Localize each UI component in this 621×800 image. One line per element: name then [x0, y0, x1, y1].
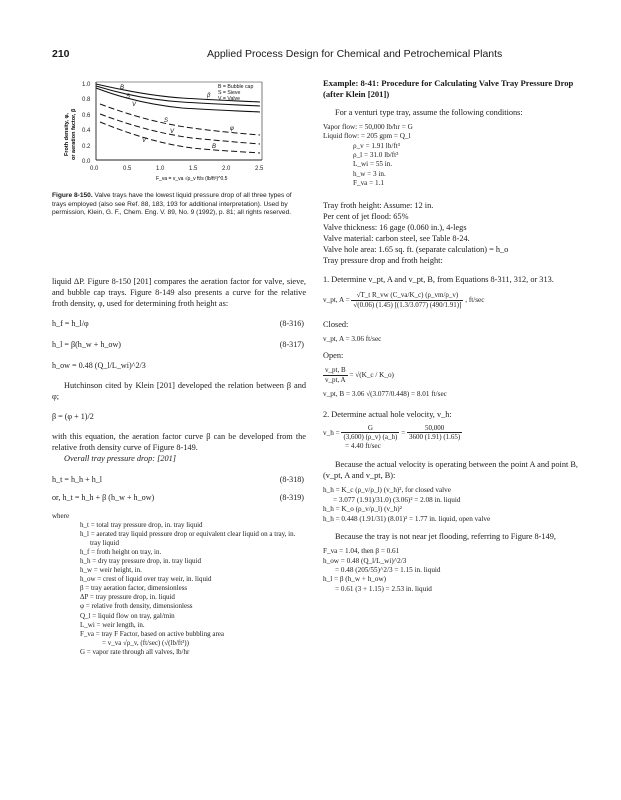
- book-title: Applied Process Design for Chemical and Petrochemical Plants: [207, 48, 503, 60]
- definition: h_w = weir height, in.: [80, 566, 142, 575]
- curve-label: β: [207, 93, 211, 99]
- equation-text: h_f = h_l/φ: [52, 319, 89, 329]
- calc-line: F_va = 1.04, then β = 0.61: [323, 547, 400, 556]
- legend-entry: V = Valve: [218, 96, 240, 102]
- legend-entry: B = Bubble cap: [218, 84, 254, 90]
- condition: Vapor flow: = 50,000 lb/hr = G: [323, 122, 413, 131]
- calc-line: h_l = β (h_w + h_ow): [323, 575, 387, 584]
- hh-calculations: [323, 486, 578, 524]
- paragraph: Because the actual velocity is operating between the point A and point B, (v_pt, A and v_pt, B):: [323, 460, 578, 481]
- specs-list: [323, 200, 578, 267]
- y-tick-label: 1.0: [82, 82, 91, 88]
- equation-how: [52, 360, 306, 371]
- y-axis-label: or aeration factor, β: [71, 108, 77, 160]
- equation-lhs: v_pt, A =: [323, 295, 350, 304]
- definition: ΔP = tray pressure drop, in. liquid: [80, 593, 175, 602]
- curve-label: φ: [230, 126, 234, 132]
- equation-number: (8-319): [279, 492, 304, 502]
- left-column: [52, 78, 306, 657]
- curve-label: B: [212, 144, 217, 150]
- caption-text: Valve trays have the lowest liquid pressure drop of all three types of trays employed (also see Ref. 88, 183, 193 for additional interpretation). Used by permission, Klein, G. F., Chem. Eng. V. 89, No. 9 (1992), p. 81; all rights reserved.: [52, 192, 292, 217]
- equation-ratio: [323, 366, 578, 384]
- equation-vpt-b-value: v_pt, B = 3.06 √(3.077/0.448) = 8.01 ft/sec: [323, 390, 447, 399]
- numerator: G: [341, 424, 399, 434]
- definition: = v_va √ρ_v, (ft/sec) (√(lb/ft³)): [102, 638, 189, 647]
- numerator: 50,000: [407, 424, 462, 434]
- spec: Valve thickness: 16 gage (0.060 in.), 4-legs: [323, 222, 467, 232]
- condition: Liquid flow: = 205 gpm = Q_l: [323, 132, 411, 141]
- condition: L_wi = 55 in.: [353, 160, 393, 169]
- definition: G = vapor rate through all valves, lb/hr: [80, 647, 190, 656]
- fraction: [407, 424, 462, 442]
- equation-vpt-a: [323, 291, 578, 309]
- equation-rhs: = √(K_c / K_o): [349, 370, 394, 379]
- fraction: [351, 291, 463, 309]
- final-calculations: [323, 547, 578, 594]
- page-number: 210: [52, 48, 70, 60]
- x-tick-label: 0.0: [90, 166, 99, 172]
- paragraph: Because the tray is not near jet flooding, referring to Figure 8-149,: [335, 532, 556, 542]
- curve-label: S: [164, 118, 169, 124]
- definition: F_va = tray F Factor, based on active bubbling area: [80, 629, 225, 638]
- curve-label: V: [142, 138, 147, 144]
- denominator: √(0.06) (1.45) [(1.3/3.077) (490/1.91)]: [353, 300, 462, 309]
- y-tick-label: 0.8: [82, 97, 91, 103]
- fraction: [341, 424, 399, 442]
- conditions-list: [323, 123, 578, 189]
- equation-text: h_l = β(h_w + h_ow): [52, 340, 121, 350]
- equation-text: h_ow = 0.48 (Q_l/L_wi)^2/3: [52, 361, 146, 371]
- equation-lhs: v_h =: [323, 428, 340, 437]
- definition: φ = relative froth density, dimensionless: [80, 602, 193, 611]
- numerator: v_pt, B: [325, 365, 346, 374]
- calc-line: h_ow = 0.48 (Q_l/L_wi)^2/3: [323, 556, 407, 565]
- paragraph: liquid ΔP. Figure 8-150 [201] compares the aeration factor for valve, sieve, and bubble cap trays. Figure 8-149 also presents a curve for the relative froth density, φ, used for determining froth height as:: [52, 276, 306, 308]
- paragraph: For a venturi type tray, assume the following conditions:: [335, 107, 523, 117]
- curve-valve-phi: [100, 114, 260, 144]
- fraction: [323, 366, 348, 384]
- equation-vpt-a-value: v_pt, A = 3.06 ft/sec: [323, 335, 382, 344]
- spec: Valve hole area: 1.65 sq. ft. (separate calculation) = h_o: [323, 244, 509, 254]
- definition: h_f = froth height on tray, in.: [80, 547, 162, 556]
- definition: h_t = total tray pressure drop, in. tray liquid: [80, 520, 203, 529]
- figure-caption: [52, 192, 306, 218]
- example-title: Example: 8-41: Procedure for Calculating Valve Tray Pressure Drop (after Klein [201]): [323, 78, 574, 100]
- label-closed: Closed:: [323, 320, 349, 330]
- spec: Tray froth height: Assume: 12 in.: [323, 200, 434, 210]
- equation-vh-value: = 4.40 ft/sec: [345, 441, 381, 450]
- curve-label: V: [132, 102, 137, 108]
- definition: h_l = aerated tray liquid pressure drop or equivalent clear liquid on a tray, in. tray liquid: [80, 529, 296, 547]
- denominator: (3,600) (ρ_v) (a_h): [343, 433, 398, 442]
- curve-label: S: [126, 94, 131, 100]
- equation-number: (8-316): [279, 319, 304, 329]
- y-tick-label: 0.4: [82, 128, 91, 134]
- x-tick-label: 1.5: [189, 166, 198, 172]
- paragraph: Overall tray pressure drop: [201]: [64, 454, 176, 464]
- condition: F_va = 1.1: [353, 179, 385, 188]
- calc-line: h_h = K_o (ρ_v/ρ_l) (v_h)²: [323, 505, 402, 514]
- y-axis-label: Froth density, φ,: [64, 113, 70, 156]
- y-tick-label: 0.2: [82, 144, 91, 150]
- y-tick-label: 0.0: [82, 159, 91, 165]
- x-tick-label: 2.0: [222, 166, 231, 172]
- step-1: 1. Determine v_pt, A and v_pt, B, from Equations 8-311, 312, or 313.: [323, 275, 554, 285]
- equation-text: or, h_t = h_h + β (h_w + h_ow): [52, 492, 155, 502]
- x-tick-label: 2.5: [255, 166, 264, 172]
- equation-8-318: [52, 474, 306, 485]
- definition: β = tray aeration factor, dimensionless: [80, 584, 188, 593]
- x-tick-label: 0.5: [123, 166, 132, 172]
- equation-vh: [323, 424, 578, 442]
- calc-line: = 0.61 (3 + 1.15) = 2.53 in. liquid: [335, 584, 432, 593]
- numerator: √T_t R_vw (C_va/K_c) (ρ_vm/ρ_v): [351, 291, 463, 301]
- calc-line: = 0.48 (205/55)^2/3 = 1.15 in. liquid: [335, 565, 441, 574]
- equation-8-317: [52, 339, 306, 350]
- calc-line: h_h = 0.448 (1.91/31) (8.01)² = 1.77 in. liquid, open valve: [323, 514, 491, 523]
- equation-text: β = (φ + 1)/2: [52, 412, 94, 422]
- paragraph: Hutchinson cited by Klein [201] developed the relation between β and φ;: [52, 381, 306, 402]
- definition: h_ow = crest of liquid over tray weir, in. liquid: [80, 575, 212, 584]
- step-2: 2. Determine actual hole velocity, v_h:: [323, 409, 452, 419]
- curve-sieve-phi: [100, 104, 260, 135]
- spec: Per cent of jet flood: 65%: [323, 211, 409, 221]
- condition: ρ_l = 31.0 lb/ft³: [353, 150, 399, 159]
- x-axis-label: F_va = v_va √ρ_v ft/s (lb/ft³)^0.5: [156, 176, 228, 182]
- froth-density-chart: [52, 78, 306, 186]
- curve-label: V: [170, 129, 175, 135]
- equals-sign: =: [401, 428, 406, 437]
- paragraph: with this equation, the aeration factor curve β can be developed from the relative froth density curve of Figure 8-149.: [52, 432, 306, 453]
- definition: Q_l = liquid flow on tray, gal/min: [80, 611, 175, 620]
- right-column: [323, 78, 578, 594]
- equation-8-316: [52, 318, 306, 329]
- condition: ρ_v = 1.91 lb/ft³: [353, 141, 400, 150]
- denominator: v_pt, A: [325, 375, 346, 384]
- legend-entry: S = Sieve: [218, 90, 241, 96]
- x-tick-label: 1.0: [156, 166, 165, 172]
- definition: h_h = dry tray pressure drop, in. tray liquid: [80, 557, 201, 565]
- curve-label: B: [120, 85, 125, 91]
- equation-units: , ft/sec: [465, 295, 485, 304]
- equation-text: h_t = h_h + h_l: [52, 474, 103, 484]
- caption-label: Figure 8-150.: [52, 192, 93, 199]
- definition: L_wi = weir length, in.: [80, 620, 145, 629]
- equation-number: (8-318): [279, 474, 304, 484]
- calc-line: = 3.077 (1.91)/31.0) (3.06)² = 2.08 in. liquid: [333, 495, 461, 504]
- spec: Tray pressure drop and froth height:: [323, 256, 443, 265]
- equation-beta-phi: [52, 411, 306, 422]
- page-header: [52, 48, 572, 64]
- condition: h_w = 3 in.: [353, 169, 386, 178]
- calc-line: h_h = K_c (ρ_v/ρ_l) (v_h)², for closed valve: [323, 486, 451, 495]
- denominator: 3600 (1.91) (1.65): [408, 433, 461, 442]
- y-tick-label: 0.6: [82, 113, 91, 119]
- figure-8-150: [52, 78, 306, 186]
- nomenclature-list: [52, 512, 306, 658]
- equation-number: (8-317): [279, 340, 304, 350]
- where-label: where: [52, 511, 70, 520]
- label-open: Open:: [323, 350, 344, 360]
- equation-8-319: [52, 492, 306, 503]
- spec: Valve material: carbon steel, see Table 8-24.: [323, 233, 470, 243]
